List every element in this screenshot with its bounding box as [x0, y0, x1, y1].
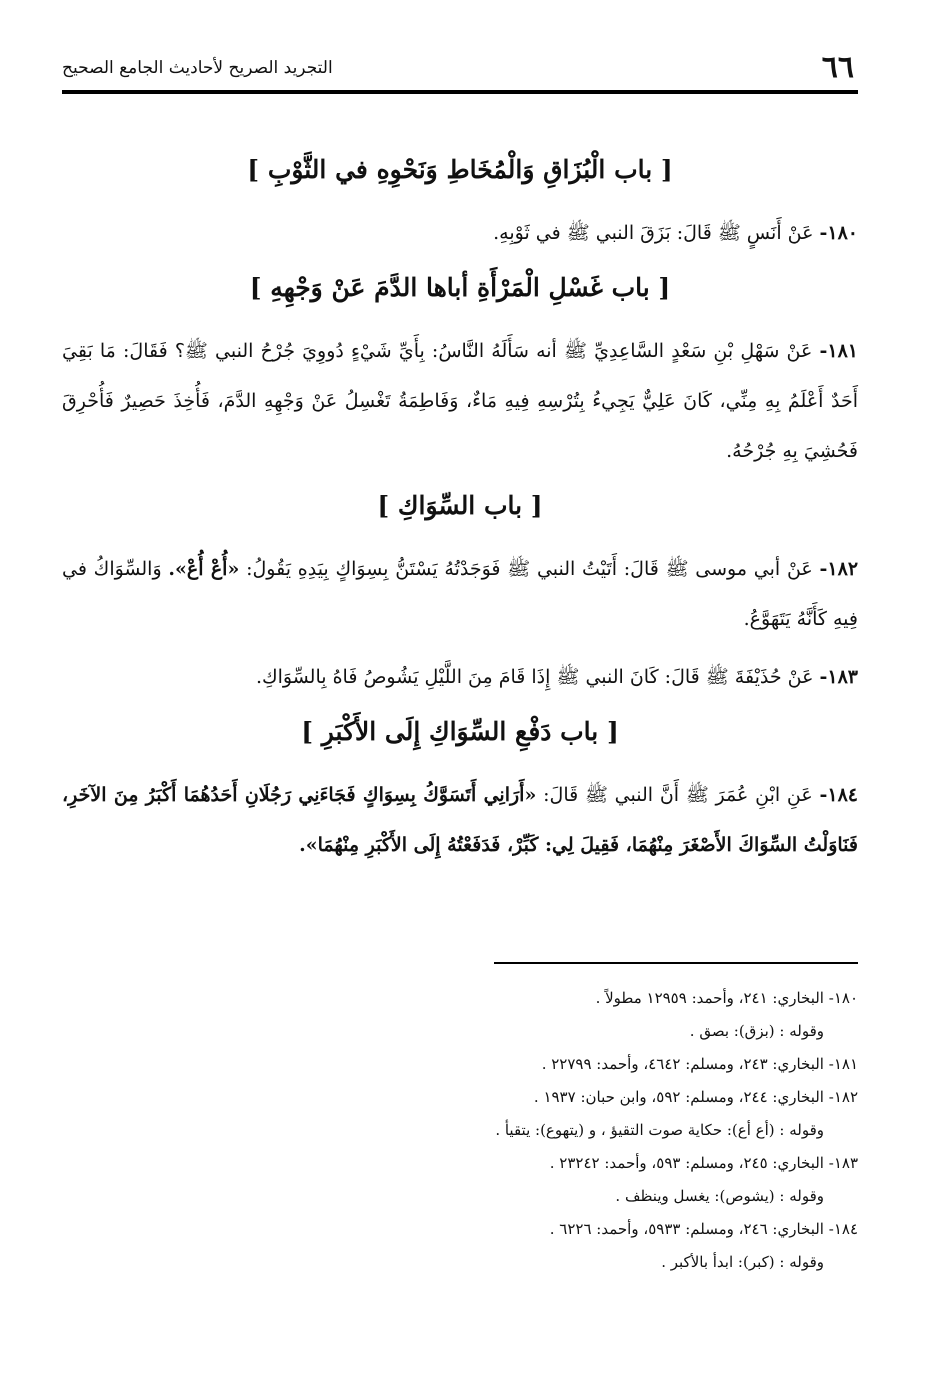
- page-header: [62, 46, 858, 90]
- main-text: [62, 140, 858, 878]
- hadith-text: عَنِ ابْنِ عُمَرَ ﷺ أَنَّ النبي ﷺ قَالَ:: [543, 784, 813, 806]
- section: [62, 712, 858, 870]
- footnote: ١٨٣- البخاري: ٢٤٥، ومسلم: ٥٩٣، وأحمد: ٢٣٢٤٢ .: [549, 1154, 858, 1172]
- hadith-text: عَنْ أَنَسٍ ﷺ قَالَ: بَزَقَ النبي ﷺ في ثَوْبِهِ.: [493, 222, 814, 244]
- hadith-quote: «أَرَانِي أَتَسَوَّكُ بِسِوَاكٍ فَجَاءَنِي رَجُلَانِ أَحَدُهُمَا أَكْبَرُ مِنَ الآخَرِ، فَنَاوَلْتُ السِّوَاكَ الأَصْغَرَ مِنْهُمَا، فَقِيلَ لِي: كَبِّرْ، فَدَفَعْتُهُ إِلَى الأَكْبَرِ مِنْهُمَا».: [62, 784, 858, 856]
- footnote-gloss: وقوله : (أع أع): حكاية صوت التقيؤ ، و (يتهوع): يتقيأ .: [495, 1121, 824, 1139]
- footnotes: [298, 982, 858, 1279]
- footnote-gloss: وقوله : (كبر): ابدأ بالأكبر .: [661, 1253, 824, 1271]
- chapter-heading: [ باب غَسْلِ الْمَرْأَةِ أباها الدَّمَ عَنْ وَجْهِهِ ]: [249, 273, 671, 302]
- footnote: ١٨٤- البخاري: ٢٤٦، ومسلم: ٥٩٣٣، وأحمد: ٦٢٢٦ .: [549, 1220, 858, 1238]
- hadith: [62, 208, 858, 258]
- chapter-heading: [ باب السِّوَاكِ ]: [377, 491, 543, 520]
- hadith-text: عَنْ حُذَيْفَةَ ﷺ قَالَ: كَانَ النبي ﷺ إِذَا قَامَ مِنَ اللَّيْلِ يَشُوصُ فَاهُ بِالسِّوَاكِ.: [255, 666, 814, 688]
- hadith: [62, 770, 858, 870]
- hadith-number: ١٨٤-: [819, 784, 859, 806]
- chapter-heading: [ باب الْبُزَاقِ وَالْمُخَاطِ وَنَحْوِهِ في الثَّوْبِ ]: [247, 155, 673, 184]
- hadith-number: ١٨٣-: [819, 666, 858, 688]
- section: [62, 150, 858, 258]
- footnote-gloss: وقوله : (بزق): بصق .: [689, 1022, 824, 1040]
- footnote: ١٨٢- البخاري: ٢٤٤، ومسلم: ٥٩٢، وابن حبان: ١٩٣٧ .: [533, 1088, 858, 1106]
- footnote-gloss: وقوله : (يشوص): يغسل وينظف .: [615, 1187, 824, 1205]
- hadith-text: عَنْ أبي موسى ﷺ قَالَ: أَتَيْتُ النبي ﷺ فَوَجَدْتُهُ يَسْتَنُّ بِسِوَاكٍ بِيَدِهِ يَقُولُ:: [246, 558, 813, 580]
- hadith: [62, 652, 858, 702]
- hadith-number: ١٨٢-: [819, 558, 859, 580]
- hadith-number: ١٨١-: [819, 340, 859, 362]
- hadith: [62, 544, 858, 644]
- header-rule: [62, 90, 858, 94]
- hadith-quote: «أُعْ أُعْ».: [168, 558, 240, 580]
- section: [62, 486, 858, 702]
- footnote: ١٨١- البخاري: ٢٤٣، ومسلم: ٤٦٤٢، وأحمد: ٢٢٧٩٩ .: [541, 1055, 858, 1073]
- hadith-text: عَنْ سَهْلِ بْنِ سَعْدٍ السَّاعِدِيِّ ﷺ أنه سَأَلَهُ النَّاسُ: بِأَيِّ شَيْءٍ دُووِيَ جُرْحُ النبي ﷺ؟ فَقَالَ: مَا بَقِيَ أَحَدٌ أَعْلَمُ بِهِ مِنِّي، كَانَ عَلِيٌّ يَجِيءُ بِتُرْسِهِ فِيهِ مَاءٌ، وَفَاطِمَةُ تَغْسِلُ عَنْ وَجْهِهِ الدَّمَ، فَأُخِذَ حَصِيرٌ فَأُحْرِقَ فَحُشِيَ بِهِ جُرْحُهُ.: [62, 340, 858, 462]
- section: [62, 268, 858, 476]
- chapter-heading: [ باب دَفْعِ السِّوَاكِ إِلَى الأَكْبَرِ ]: [301, 717, 619, 746]
- page-number: ٦٦: [821, 50, 854, 85]
- footnote: ١٨٠- البخاري: ٢٤١، وأحمد: ١٢٩٥٩ مطولاً .: [595, 989, 858, 1007]
- hadith-number: ١٨٠-: [819, 222, 858, 244]
- hadith: [62, 326, 858, 476]
- hadith-text-after: وَالسِّوَاكُ في فِيهِ كَأَنَّهُ يَتَهَوَّعُ.: [62, 558, 858, 630]
- running-title: التجريد الصريح لأحاديث الجامع الصحيح: [62, 58, 333, 78]
- footnote-rule: [494, 962, 858, 964]
